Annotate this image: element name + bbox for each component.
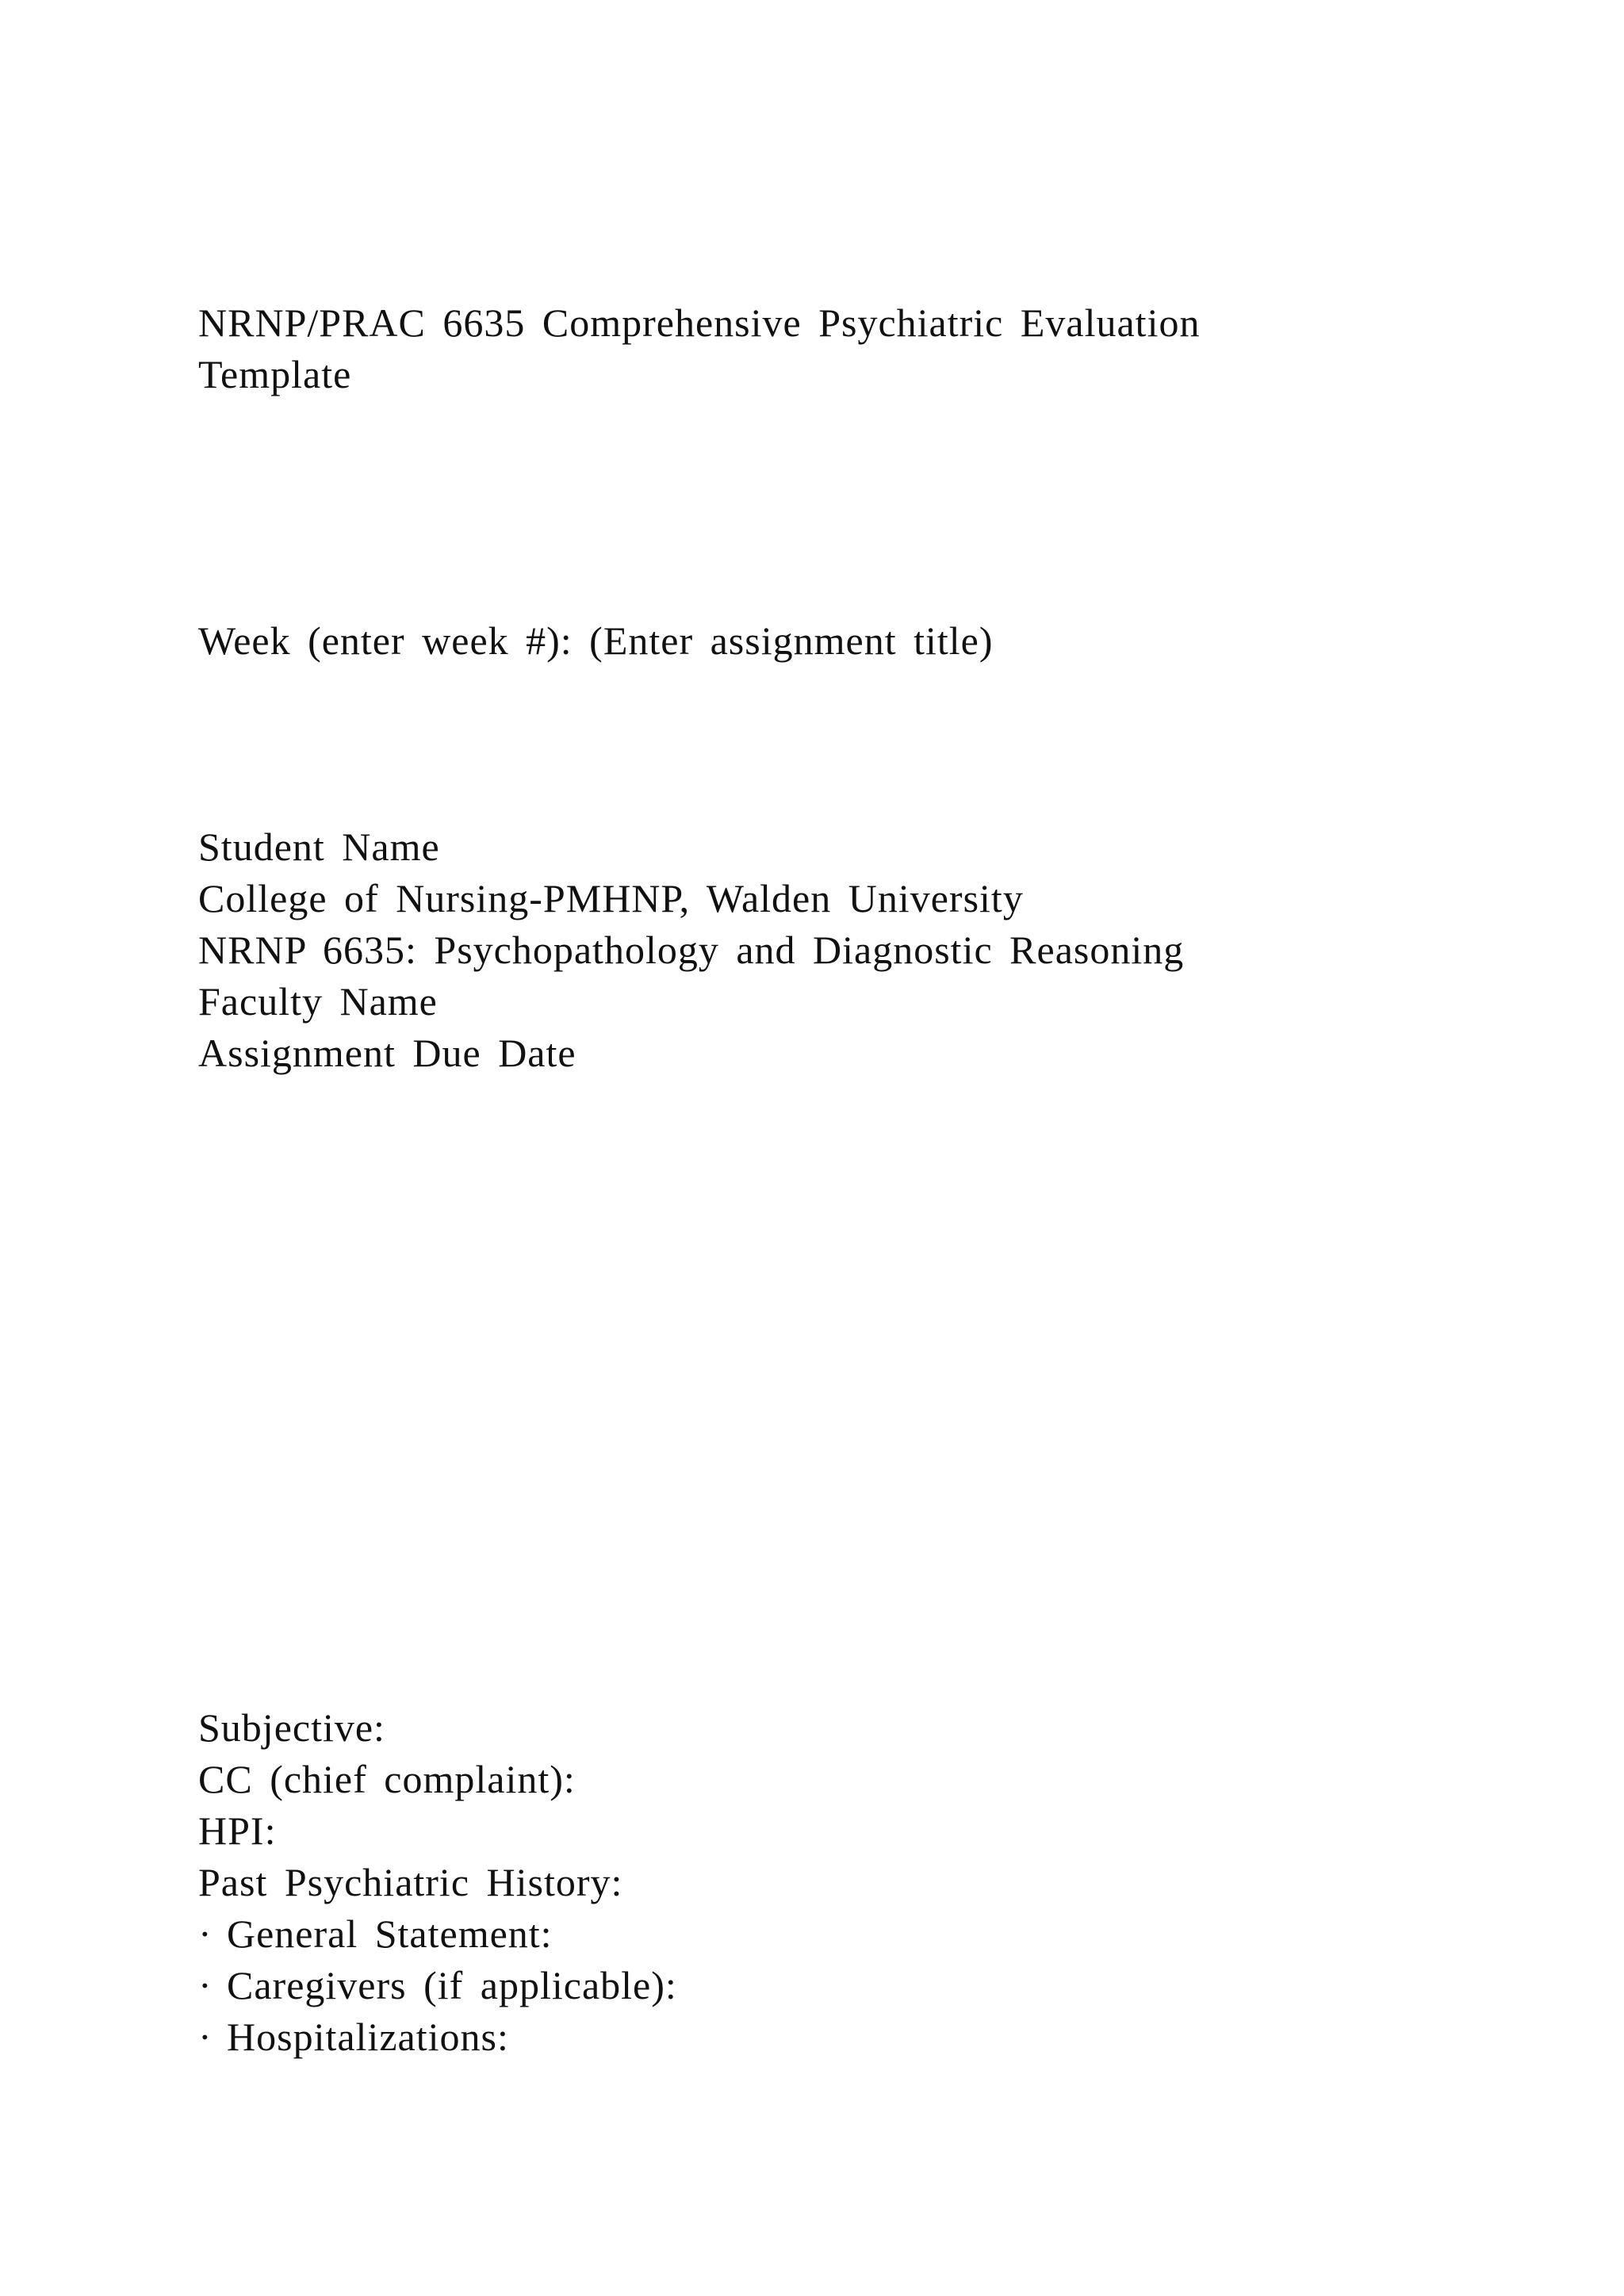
past-psychiatric-history-label: Past Psychiatric History: [198,1860,623,1904]
week-line: Week (enter week #): (Enter assignment title) [198,618,994,663]
list-item [198,2011,1483,2063]
list-item [198,1908,1483,1960]
general-statement-label: General Statement: [227,1911,553,1956]
title-line-2: Template [198,352,352,396]
due-date: Assignment Due Date [198,1031,576,1075]
faculty-name: Faculty Name [198,979,438,1024]
college-line: College of Nursing-PMHNP, Walden University [198,876,1024,920]
student-info-block [198,821,1483,1079]
title-line-1: NRNP/PRAC 6635 Comprehensive Psychiatric Evaluation [198,300,1201,345]
week-assignment-line [198,615,1483,667]
subjective-section [198,1702,1483,2063]
document-title [198,297,1483,400]
subjective-heading: Subjective: [198,1705,385,1750]
chief-complaint-label: CC (chief complaint): [198,1757,576,1801]
student-name: Student Name [198,825,440,869]
course-line: NRNP 6635: Psychopathology and Diagnostic Reasoning [198,928,1185,972]
hospitalizations-label: Hospitalizations: [227,2015,509,2059]
bullet-dot: · [198,1911,213,1956]
hpi-label: HPI: [198,1808,277,1853]
bullet-dot: · [198,2015,213,2059]
caregivers-label: Caregivers (if applicable): [227,1963,677,2007]
bullet-dot: · [198,1963,213,2007]
list-item [198,1960,1483,2011]
